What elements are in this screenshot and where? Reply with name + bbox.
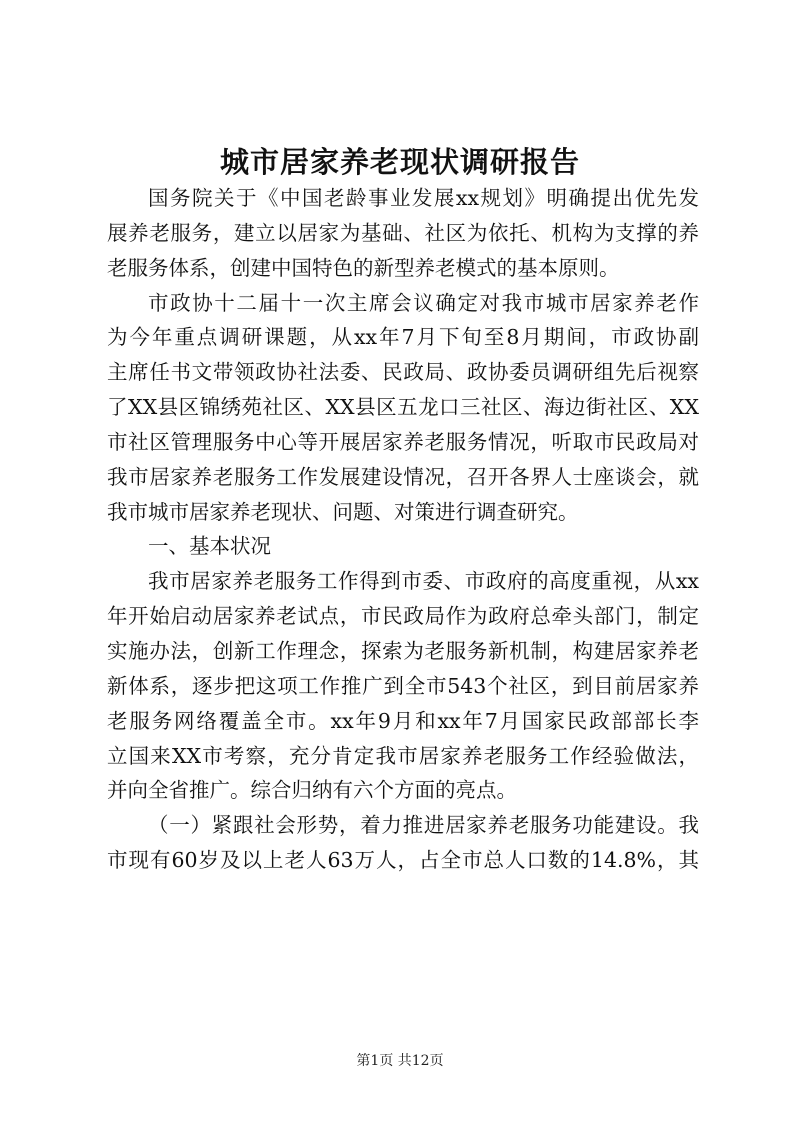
paragraph-line: 我市居家养老服务工作发展建设情况，召开各界人士座谈会，就: [107, 464, 699, 489]
paragraph-line: （一）紧跟社会形势，着力推进居家养老服务功能建设。我: [148, 813, 699, 838]
document-title: 城市居家养老现状调研报告: [219, 145, 580, 179]
paragraph-line: 立国来XX市考察，充分肯定我市居家养老服务工作经验做法，: [107, 743, 699, 768]
paragraph-line: 市现有60岁及以上老人63万人，占全市总人口数的14.8%，其: [107, 848, 699, 873]
section-heading: 一、基本状况: [148, 534, 271, 559]
document-body: [107, 181, 699, 878]
paragraph-line: 老服务体系，创建中国特色的新型养老模式的基本原则。: [107, 255, 620, 280]
paragraph-line: 国务院关于《中国老龄事业发展xx规划》明确提出优先发: [148, 186, 699, 210]
paragraph-line: 并向全省推广。综合归纳有六个方面的亮点。: [107, 778, 517, 803]
paragraph-line: 年开始启动居家养老试点，市民政局作为政府总牵头部门，制定: [107, 604, 699, 629]
paragraph-line: 新体系，逐步把这项工作推广到全市543个社区，到目前居家养: [107, 673, 699, 698]
paragraph-line: 市政协十二届十一次主席会议确定对我市城市居家养老作: [148, 290, 699, 315]
paragraph-line: 我市城市居家养老现状、问题、对策进行调查研究。: [107, 499, 579, 524]
paragraph-line: 了XX县区锦绣苑社区、XX县区五龙口三社区、海边街社区、XX: [107, 395, 699, 420]
paragraph-line: 为今年重点调研课题，从xx年7月下旬至8月期间，市政协副: [107, 325, 699, 350]
page-footer: 第1页 共12页: [356, 1053, 444, 1069]
paragraph-line: 老服务网络覆盖全市。xx年9月和xx年7月国家民政部部长李: [107, 708, 699, 733]
paragraph-line: 实施办法，创新工作理念，探索为老服务新机制，构建居家养老: [107, 638, 699, 663]
paragraph-line: 展养老服务，建立以居家为基础、社区为依托、机构为支撑的养: [107, 220, 699, 245]
paragraph-line: 市社区管理服务中心等开展居家养老服务情况，听取市民政局对: [107, 429, 699, 454]
paragraph-line: 主席任书文带领政协社法委、民政局、政协委员调研组先后视察: [107, 360, 699, 385]
paragraph-line: 我市居家养老服务工作得到市委、市政府的高度重视，从xx: [148, 569, 699, 594]
